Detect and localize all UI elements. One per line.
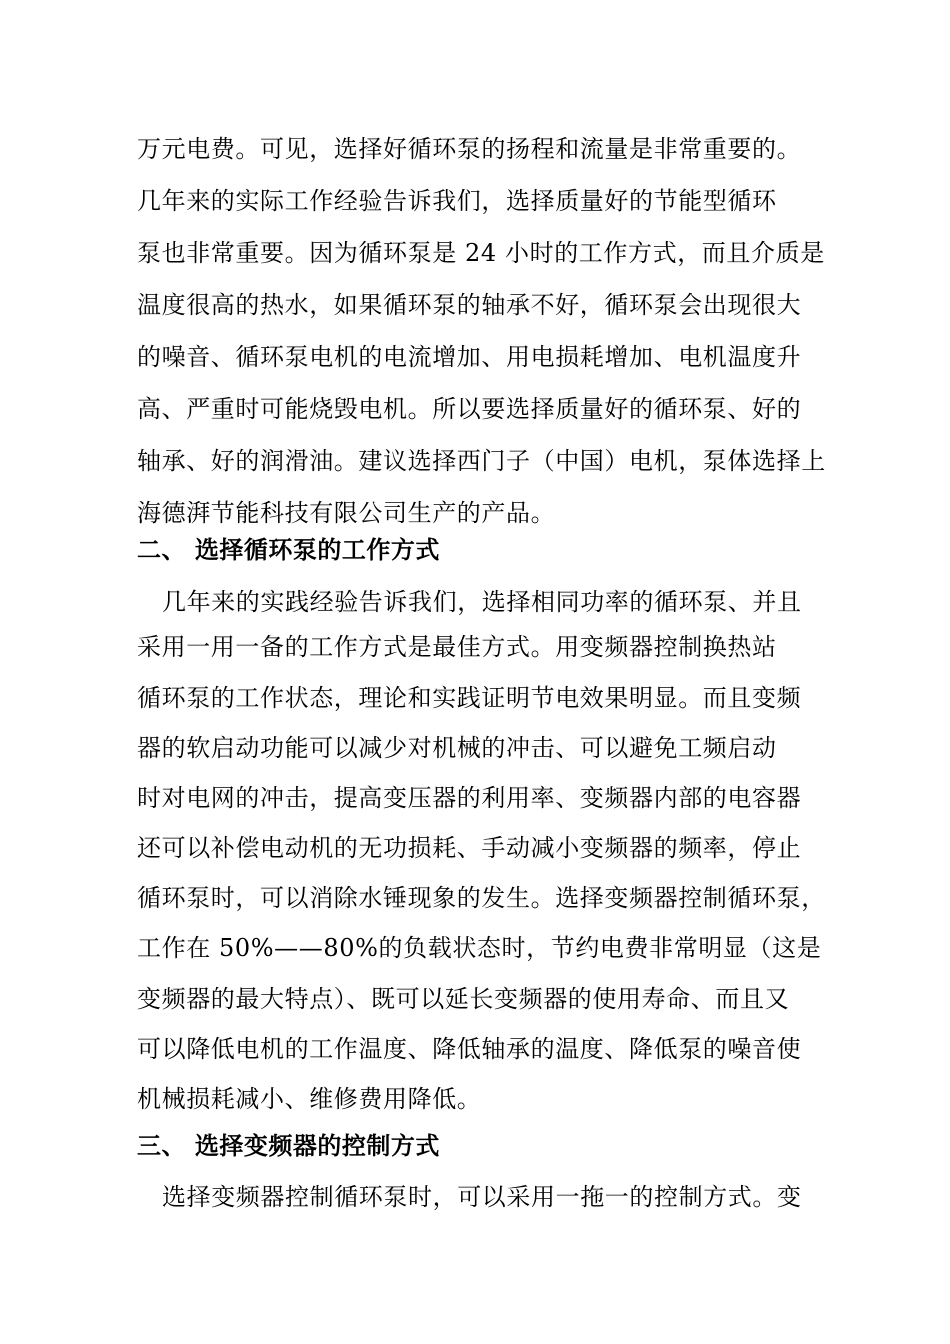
paragraph-2-line: 循环泵的工作状态，理论和实践证明节电效果明显。而且变频 [137, 684, 802, 712]
paragraph-1-line: 轴承、好的润滑油。建议选择西门子（中国）电机，泵体选择上 [137, 447, 826, 475]
paragraph-2-line: 还可以补偿电动机的无功损耗、手动减小变频器的频率，停止 [137, 834, 802, 862]
paragraph-2-line: 几年来的实践经验告诉我们，选择相同功率的循环泵、并且 [162, 588, 802, 616]
section-heading-2: 二、 选择循环泵的工作方式 [137, 536, 440, 564]
paragraph-1-line: 万元电费。可见，选择好循环泵的扬程和流量是非常重要的。 [137, 135, 802, 163]
paragraph-1-line: 温度很高的热水，如果循环泵的轴承不好，循环泵会出现很大 [137, 291, 802, 319]
section-heading-3: 三、 选择变频器的控制方式 [137, 1132, 440, 1160]
paragraph-2-line: 可以降低电机的工作温度、降低轴承的温度、降低泵的噪音使 [137, 1035, 802, 1063]
paragraph-2-line: 机械损耗减小、维修费用降低。 [137, 1085, 482, 1113]
paragraph-2-line: 变频器的最大特点）、既可以延长变频器的使用寿命、而且又 [137, 985, 790, 1013]
paragraph-3-line: 选择变频器控制循环泵时，可以采用一拖一的控制方式。变 [162, 1183, 802, 1211]
paragraph-1-line: 泵也非常重要。因为循环泵是 24 小时的工作方式，而且介质是 [137, 239, 825, 267]
paragraph-2-line: 时对电网的冲击，提高变压器的利用率、变频器内部的电容器 [137, 784, 802, 812]
paragraph-2-line: 循环泵时，可以消除水锤现象的发生。选择变频器控制循环泵， [137, 884, 826, 912]
paragraph-2-line: 工作在 50%——80%的负载状态时，节约电费非常明显（这是 [137, 934, 822, 962]
paragraph-1-line: 的噪音、循环泵电机的电流增加、用电损耗增加、电机温度升 [137, 343, 802, 371]
paragraph-2-line: 采用一用一备的工作方式是最佳方式。用变频器控制换热站 [137, 633, 777, 661]
paragraph-1-line: 高、严重时可能烧毁电机。所以要选择质量好的循环泵、好的 [137, 395, 802, 423]
paragraph-1-line: 海德湃节能科技有限公司生产的产品。 [137, 499, 556, 527]
paragraph-1-line: 几年来的实际工作经验告诉我们，选择质量好的节能型循环 [137, 187, 777, 215]
paragraph-2-line: 器的软启动功能可以减少对机械的冲击、可以避免工频启动 [137, 734, 777, 762]
